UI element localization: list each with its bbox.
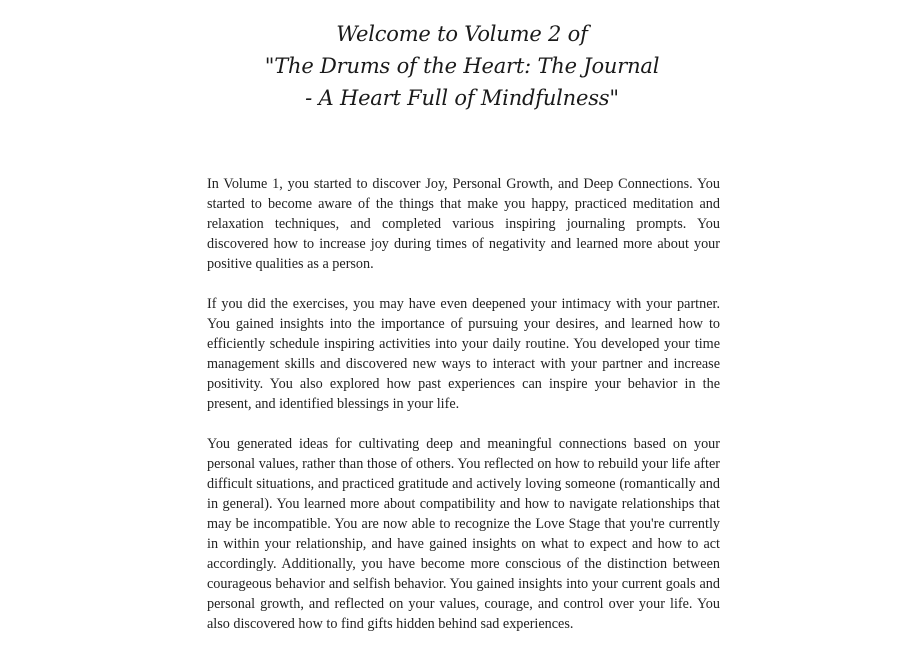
page-title	[0, 18, 924, 114]
paragraph-connections: You generated ideas for cultivating deep and meaningful connections based on your personal values, rather than those of others. You reflected on how to rebuild your life after difficult situations, and practiced gratitude and actively loving someone (romantically and in general). You learned more about compatibility and how to navigate relationships that may be incompatible. You are now able to recognize the Love Stage that you're currently in within your relationship, and have gained insights on what to expect and how to act accordingly. Additionally, you have become more conscious of the distinction between courageous behavior and selfish behavior. You gained insights into your current goals and personal growth, and reflected on your values, courage, and control over your life. You also discovered how to find gifts hidden behind sad experiences.	[207, 436, 720, 632]
title-line-1: Welcome to Volume 2 of	[336, 22, 588, 46]
paragraph-volume-1-recap: In Volume 1, you started to discover Joy, Personal Growth, and Deep Connections. You started to become aware of the things that make you happy, practiced meditation and relaxation techniques, and completed various inspiring journaling prompts. You discovered how to increase joy during times of negativity and learned more about your positive qualities as a person.	[207, 176, 720, 272]
title-line-3: - A Heart Full of Mindfulness"	[305, 86, 619, 110]
title-line-2: "The Drums of the Heart: The Journal	[264, 54, 660, 78]
paragraph-exercises: If you did the exercises, you may have even deepened your intimacy with your partner. You gained insights into the importance of pursuing your desires, and learned how to efficiently schedule inspiring activities into your daily routine. You developed your time management skills and discovered new ways to interact with your partner and increase positivity. You also explored how past experiences can inspire your behavior in the present, and identified blessings in your life.	[207, 296, 720, 412]
body-text	[207, 174, 720, 654]
